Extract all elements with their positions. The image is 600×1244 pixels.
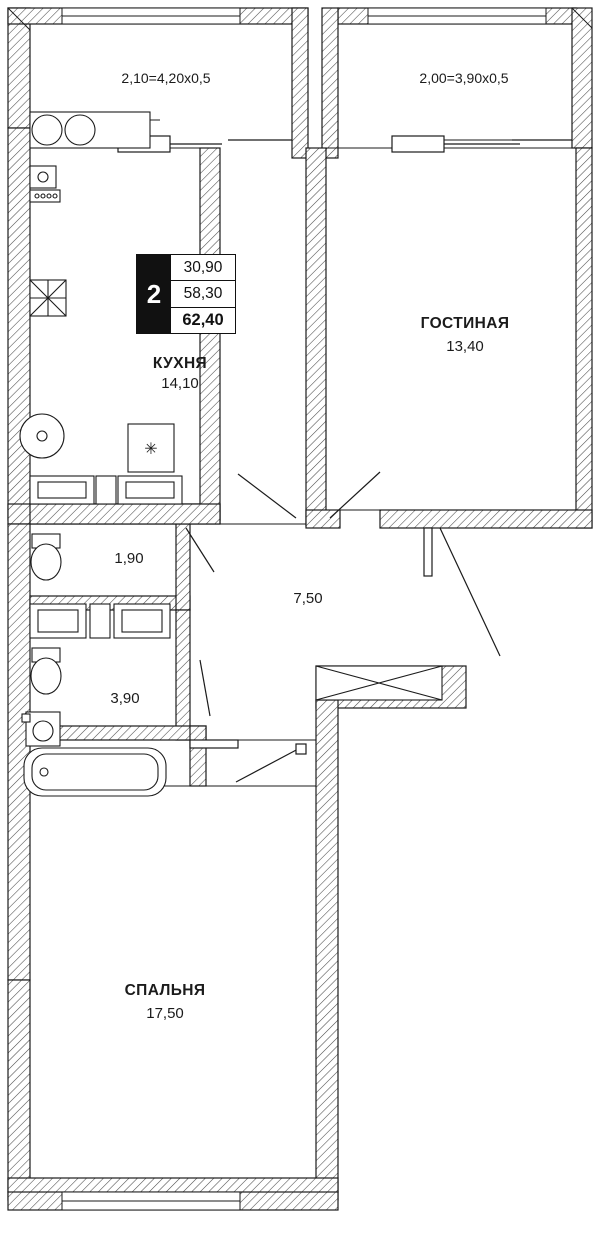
room-area-kitchen: 14,10 xyxy=(161,375,199,392)
area-total: 62,40 xyxy=(182,310,224,329)
room-area-bedroom: 17,50 xyxy=(146,1005,184,1022)
bathroom-fixtures xyxy=(22,534,170,796)
dimension-balcony-left: 2,10=4,20x0,5 xyxy=(121,70,211,86)
room-area-wc: 1,90 xyxy=(114,550,144,567)
room-count: 2 xyxy=(137,255,171,333)
room-area-living: 13,40 xyxy=(446,338,484,355)
room-area-hallway: 7,50 xyxy=(293,590,323,607)
area-living: 30,90 xyxy=(171,255,235,281)
room-area-bath: 3,90 xyxy=(110,690,140,707)
area-total-no-balcony: 58,30 xyxy=(171,281,235,307)
svg-text:✳: ✳ xyxy=(144,441,158,458)
wardrobe-group xyxy=(316,666,442,700)
room-label-living: ГОСТИНАЯ xyxy=(420,315,510,332)
room-label-kitchen: КУХНЯ xyxy=(152,355,208,372)
dimension-balcony-right: 2,00=3,90x0,5 xyxy=(419,70,509,86)
area-badge xyxy=(136,254,236,334)
room-label-bedroom: СПАЛЬНЯ xyxy=(124,982,206,999)
